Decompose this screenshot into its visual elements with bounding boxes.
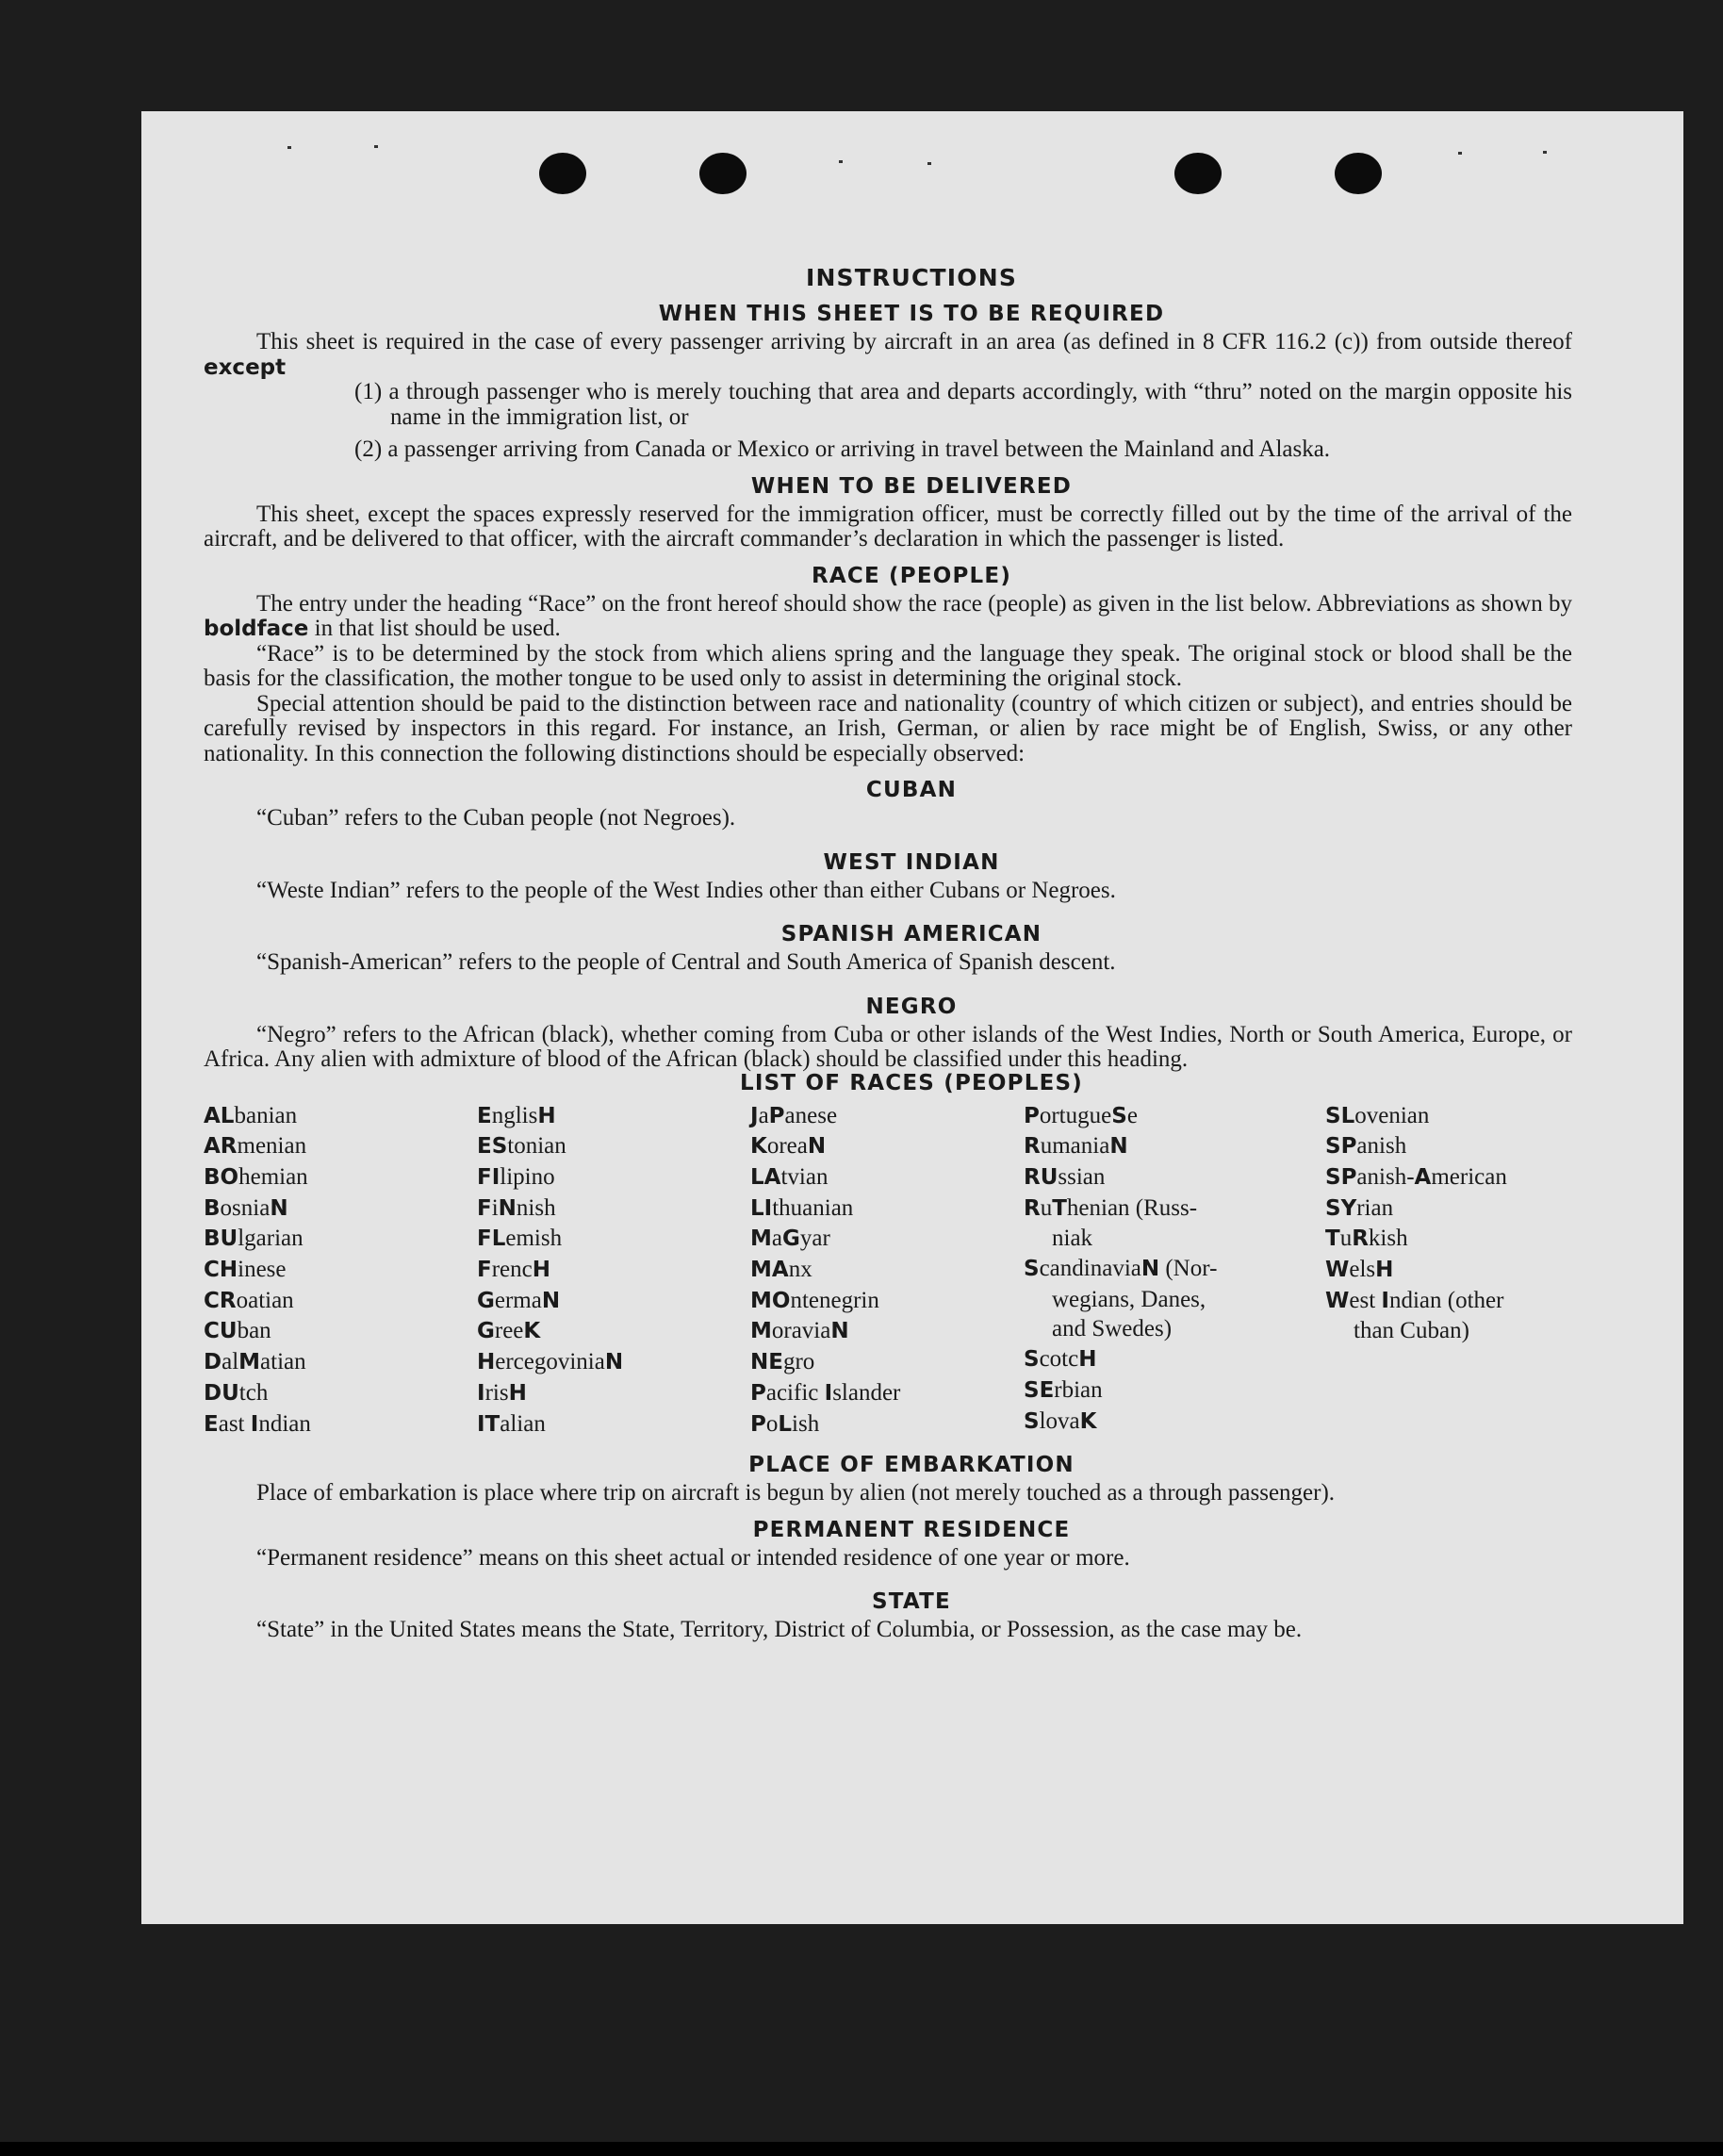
race-name-part: ree [494,1318,524,1344]
race-entry [204,1378,477,1409]
race-entry [1024,1101,1325,1132]
spanish-american-text: “Spanish-American” refers to the people of Central and South America of Spanish descent. [256,949,1116,975]
race-name-part: nglis [491,1102,538,1128]
race-name-part: osnia [220,1194,271,1221]
race-abbrev: J [750,1103,759,1128]
race-entry [477,1347,750,1378]
race-entry [750,1409,1024,1440]
race-entry [750,1286,1024,1317]
required-intro-text: This sheet is required in the case of every passenger arriving by aircraft in an area (as defined in 8 CFR 116.2 (c)) from outside thereof [256,329,1572,354]
race-entry [204,1162,477,1193]
speck [374,145,378,148]
race-entry [477,1409,750,1440]
race-name-part: nish [516,1194,556,1221]
heading-race: RACE (PEOPLE) [811,563,1012,588]
race-name-part: oravia [771,1318,831,1344]
race-entry [1325,1286,1570,1317]
race-entry [477,1131,750,1162]
race-abbrev: H [537,1103,556,1128]
race-entry [1024,1224,1325,1254]
heading-when-required: WHEN THIS SHEET IS TO BE REQUIRED [658,302,1165,326]
race-abbrev: I [250,1411,259,1437]
speck [839,160,843,163]
heading-embarkation: PLACE OF EMBARKATION [748,1453,1075,1478]
race-abbrev: S [1024,1347,1040,1373]
race-name-part: henian (Russ- [1066,1194,1198,1221]
race-abbrev: R [1352,1226,1369,1252]
race-abbrev: E [477,1103,492,1128]
race-entry [477,1255,750,1286]
race-name-part: o [765,1410,779,1437]
race-entry [1325,1224,1570,1255]
race-abbrev: L [778,1411,793,1437]
race-entry [750,1378,1024,1409]
embarkation-text: Place of embarkation is place where trip on aircraft is begun by alien (not merely touched as a through passenger). [256,1480,1336,1506]
race-entry [750,1131,1024,1162]
race-abbrev: H [477,1350,496,1375]
race-abbrev: G [477,1319,495,1344]
race-abbrev: N [498,1195,517,1221]
punch-hole [539,153,586,194]
heading-list-of-races: LIST OF RACES (PEOPLES) [740,1070,1083,1095]
race-abbrev: H [1078,1347,1097,1373]
race-name-part: yar [799,1226,830,1252]
race-entry [750,1101,1024,1132]
race-abbrev: N [807,1134,827,1160]
race-entry [477,1316,750,1347]
race-list [204,1101,1572,1440]
race-abbrev: K [750,1134,767,1160]
race-name-part: emish [505,1226,563,1252]
race-column-3 [750,1101,1024,1440]
race-entry [204,1255,477,1286]
race-name-part: ortugue [1039,1102,1112,1128]
title-instructions: INSTRUCTIONS [805,264,1018,291]
required-except: except [204,354,287,380]
race-p1-a: The entry under the heading “Race” on the front hereof should show the race (people) as given in the list below. Abbreviations as shown by [256,590,1572,617]
race-abbrev: P [750,1411,766,1437]
race-name-part: ast [218,1410,251,1437]
race-entry [750,1255,1024,1286]
race-abbrev: LA [750,1164,781,1190]
race-p1-boldface: boldface [204,617,309,641]
race-name-part: than Cuban) [1354,1318,1469,1344]
race-name-part: al [222,1349,239,1375]
heading-spanish-american: SPANISH AMERICAN [780,922,1042,946]
race-entry [477,1286,750,1317]
race-abbrev: LI [750,1195,773,1221]
race-abbrev: DU [204,1380,239,1406]
race-p1-b: in that list should be used. [314,616,561,641]
race-abbrev: G [477,1288,495,1313]
race-entry [1024,1254,1325,1285]
race-entry [1024,1285,1325,1315]
race-abbrev: N [1140,1257,1160,1282]
race-abbrev: N [604,1350,624,1375]
race-column-1 [204,1101,477,1440]
speck [927,162,931,165]
race-name-part: a [758,1102,769,1128]
race-abbrev: P [1024,1103,1040,1128]
race-entry [750,1224,1024,1255]
race-name-part: thuanian [772,1194,854,1221]
race-abbrev: RU [1024,1164,1058,1190]
race-abbrev: AL [204,1103,235,1128]
race-name-part: anese [784,1102,838,1128]
race-name-part: cotc [1039,1346,1079,1373]
race-entry [477,1101,750,1132]
race-name-part: anish- [1356,1163,1415,1190]
race-abbrev: I [824,1380,833,1406]
race-name-part: ish [792,1410,820,1437]
required-intro [204,330,1572,380]
race-abbrev: F [477,1258,492,1283]
race-entry [477,1193,750,1225]
race-entry [477,1162,750,1193]
race-name-part: anish [1356,1133,1407,1160]
race-abbrev: W [1325,1258,1350,1283]
race-name-part: niak [1052,1226,1093,1252]
race-abbrev: AR [204,1134,238,1160]
race-name-part: tch [238,1379,269,1406]
race-entry [204,1193,477,1225]
race-name-part: est [1349,1287,1382,1313]
race-abbrev: H [508,1380,527,1406]
race-abbrev: SP [1325,1134,1357,1160]
race-abbrev: M [750,1319,772,1344]
race-abbrev: B [204,1195,221,1221]
race-column-2 [477,1101,750,1440]
punch-hole [699,153,747,194]
race-abbrev: T [1325,1226,1340,1252]
race-name-part: banian [234,1102,298,1128]
race-name-part: ndian [258,1410,311,1437]
race-abbrev: BU [204,1226,238,1252]
race-abbrev: F [477,1195,492,1221]
race-name-part: u [1040,1194,1053,1221]
race-entry [204,1131,477,1162]
race-entry [1024,1193,1325,1225]
race-entry [204,1224,477,1255]
race-entry [1325,1193,1570,1225]
race-name-part: atian [260,1349,306,1375]
race-entry [204,1286,477,1317]
race-abbrev: CU [204,1319,238,1344]
race-name-part: merican [1431,1163,1507,1190]
race-name-part: nx [788,1257,812,1283]
race-name-part: oatian [236,1287,294,1313]
race-abbrev: H [1375,1258,1394,1283]
instruction-sheet [141,111,1683,1924]
race-name-part: ovenian [1354,1102,1430,1128]
race-entry [204,1101,477,1132]
race-abbrev: S [1024,1408,1040,1434]
state-text: “State” in the United States means the State, Territory, District of Columbia, or Possession, as the case may be. [256,1617,1303,1643]
race-entry [750,1162,1024,1193]
race-name-part: rian [1356,1194,1394,1221]
cuban-text: “Cuban” refers to the Cuban people (not Negroes). [256,805,736,831]
race-name-part: (Nor- [1159,1256,1218,1282]
race-name-part: ris [484,1379,509,1406]
race-name-part: ndian (other [1388,1287,1504,1313]
race-abbrev: CR [204,1288,237,1313]
race-name-part: rbian [1054,1376,1103,1403]
race-entry [1325,1162,1570,1193]
race-name-part: renc [491,1257,533,1283]
race-name-part: ercegovinia [495,1349,605,1375]
race-name-part: els [1349,1257,1376,1283]
race-abbrev: SE [1024,1377,1055,1403]
race-abbrev: W [1325,1288,1350,1313]
speck [1458,152,1462,155]
race-name-part: hemian [238,1163,308,1190]
race-name-part: menian [237,1133,307,1160]
punch-hole [1335,153,1382,194]
race-abbrev: CH [204,1258,238,1283]
race-paragraph-1 [204,592,1572,642]
residence-text: “Permanent residence” means on this sheet actual or intended residence of one year or more. [256,1544,1130,1571]
race-name-part: erma [494,1287,542,1313]
race-name-part: e [1126,1102,1138,1128]
race-abbrev: SY [1325,1195,1357,1221]
race-name-part: slander [832,1379,901,1406]
race-name-part: inese [238,1257,287,1283]
race-name-part: lova [1039,1407,1080,1434]
heading-west-indian: WEST INDIAN [823,849,1000,875]
race-name-part: i [491,1194,499,1221]
race-name-part: alian [500,1410,546,1437]
race-abbrev: FI [477,1164,500,1190]
race-abbrev: R [1024,1195,1041,1221]
race-abbrev: N [830,1319,849,1344]
heading-when-delivered: WHEN TO BE DELIVERED [750,473,1073,499]
race-abbrev: S [1024,1257,1040,1282]
race-name-part: ntenegrin [790,1287,879,1313]
race-name-part: u [1339,1226,1353,1252]
race-paragraph-3: Special attention should be paid to the distinction between race and nationality (country of which citizen or subject), and entries should be carefully revised by inspectors in this regard. For instance, an Irish, German, or alien by race might be of English, Swiss, or any other nationality. In this connection the following distinctions should be especially observed: [204,690,1572,766]
race-abbrev: N [270,1195,288,1221]
race-entry [1325,1101,1570,1132]
race-abbrev: BO [204,1164,239,1190]
scan-border [0,2142,1723,2156]
race-abbrev: SP [1325,1164,1357,1190]
race-entry [1024,1344,1325,1375]
race-name-part: kish [1368,1226,1408,1252]
race-entry [204,1316,477,1347]
race-entry [1024,1314,1325,1344]
race-abbrev: FL [477,1226,506,1252]
race-abbrev: M [238,1350,261,1375]
race-name-part: acific [765,1379,825,1406]
race-entry [750,1316,1024,1347]
race-abbrev: A [1414,1164,1432,1190]
race-abbrev: D [204,1350,222,1375]
race-abbrev: E [204,1411,219,1437]
race-abbrev: I [477,1380,485,1406]
race-abbrev: IT [477,1411,500,1437]
race-abbrev: S [1111,1103,1127,1128]
delivered-text: This sheet, except the spaces expressly reserved for the immigration officer, must be correctly filled out by the time of the arrival of the aircraft, and be delivered to that officer, with the aircraft commander’s declaration in which the passenger is listed. [204,501,1572,551]
required-item-1: (1) a through passenger who is merely touching that area and departs accordingly, with “thru” noted on the margin opposite his name in the immigration list, or [354,379,1572,430]
race-name-part: candinavia [1039,1256,1141,1282]
race-abbrev: H [532,1258,550,1283]
race-entry [750,1347,1024,1378]
race-abbrev: MA [750,1258,789,1283]
race-name-part: tvian [780,1163,829,1190]
race-entry [1024,1375,1325,1407]
race-abbrev: I [1381,1288,1389,1313]
speck [287,146,291,149]
race-abbrev: R [1024,1134,1041,1160]
race-entry [750,1193,1024,1225]
race-name-part: umania [1040,1133,1110,1160]
race-entry [1024,1131,1325,1162]
race-entry [477,1378,750,1409]
race-abbrev: T [1052,1195,1067,1221]
race-name-part: gro [782,1349,815,1375]
race-abbrev: K [1079,1408,1097,1434]
race-abbrev: SL [1325,1103,1355,1128]
required-item-2: (2) a passenger arriving from Canada or Mexico or arriving in travel between the Mainland and Alaska. [354,436,1331,462]
race-entry [1325,1131,1570,1162]
speck [1543,151,1547,154]
race-abbrev: P [768,1103,785,1128]
race-paragraph-2: “Race” is to be determined by the stock from which aliens spring and the language they speak. The original stock or blood shall be the basis for the classification, the mother tongue to be used only to assist in determining the original stock. [204,640,1572,691]
race-entry [1325,1255,1570,1286]
race-abbrev: N [1109,1134,1128,1160]
race-abbrev: G [782,1226,800,1252]
race-name-part: and Swedes) [1052,1316,1173,1342]
race-name-part: lipino [500,1163,555,1190]
race-entry [204,1347,477,1378]
race-entry [204,1409,477,1440]
race-entry [1024,1407,1325,1438]
race-name-part: ssian [1058,1163,1106,1190]
heading-state: STATE [872,1589,951,1615]
west-indian-text: “Weste Indian” refers to the people of the West Indies other than either Cubans or Negroes. [256,877,1116,903]
race-abbrev: M [750,1226,772,1252]
race-name-part: ban [237,1318,271,1344]
race-name-part: a [771,1226,782,1252]
race-name-part: lgarian [238,1226,304,1252]
race-entry [1325,1316,1570,1346]
race-abbrev: P [750,1380,766,1406]
heading-cuban: CUBAN [865,778,958,802]
race-name-part: tonian [507,1133,566,1160]
race-name-part: wegians, Danes, [1052,1286,1206,1312]
heading-residence: PERMANENT RESIDENCE [752,1517,1071,1542]
punch-hole [1174,153,1222,194]
race-entry [477,1224,750,1255]
race-name-part: orea [766,1133,808,1160]
race-abbrev: ES [477,1134,508,1160]
race-column-5 [1325,1101,1570,1440]
race-abbrev: N [541,1288,561,1313]
negro-text: “Negro” refers to the African (black), whether coming from Cuba or other islands of the West Indies, North or South America, Europe, or Africa. Any alien with admixture of blood of the African (black) should be classified under this heading. [204,1021,1572,1072]
race-abbrev: NE [750,1350,783,1375]
heading-negro: NEGRO [865,994,958,1019]
race-abbrev: K [523,1319,541,1344]
race-column-4 [1024,1101,1325,1440]
race-abbrev: MO [750,1288,791,1313]
race-entry [1024,1162,1325,1193]
